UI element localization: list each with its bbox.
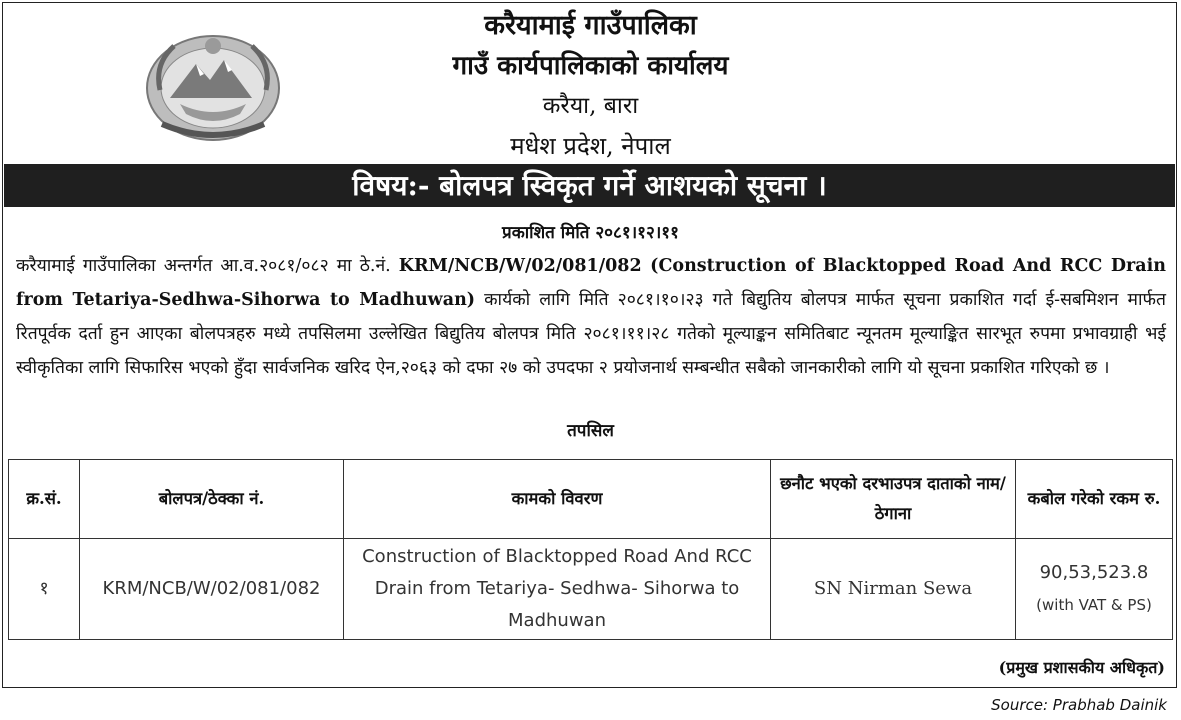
signatory: (प्रमुख प्रशासकीय अधिकृत) [998,658,1165,677]
award-table [8,459,1173,640]
header-bidder: छनौट भएको दरभाउपत्र दाताको नाम/ठेगाना [771,460,1016,539]
header-description: कामको विवरण [344,460,771,539]
office-header [0,6,1181,166]
cell-sn: १ [9,539,80,640]
subject-bar: विषय:- बोलपत्र स्विकृत गर्ने आशयको सूचना । [4,164,1175,207]
header-amount: कबोल गरेको रकम रु. [1016,460,1173,539]
source-credit: Source: Prabhab Dainik [991,696,1167,714]
notice-body [16,249,1166,385]
amount-value: 90,53,523.8 [1039,562,1149,583]
cell-contract-no: KRM/NCB/W/02/081/082 [80,539,344,640]
province-country: मधेश प्रदेश, नेपाल [510,132,671,160]
amount-note: (with VAT & PS) [1036,596,1152,614]
office-location: करैया, बारा [542,93,639,119]
cell-amount [1016,539,1173,640]
body-part-1: करैयामाई गाउँपालिका अन्तर्गत आ.व.२०८१/०८२ मा ठे.नं. [16,256,399,276]
header-sn: क्र.सं. [9,460,80,539]
cell-description: Construction of Blacktopped Road And RCC Drain from Tetariya- Sedhwa- Sihorwa to Madhuwan [344,539,771,640]
body-part-2: कार्यको लागि मिति २०८१।१०।२३ गते बिद्युतिय बोलपत्र मार्फत सूचना प्रकाशित गर्दा ई-सबमिशन मार्फत रितपूर्वक दर्ता हुन आएका बोलपत्रहरु मध्ये तपसिलमा उल्लेखित बिद्युतिय बोलपत्र मिति २०८१।११।२८ गतेको मूल्याङ्कन समितिबाट न्यूनतम मूल्याङ्कित सारभूत रुपमा प्रभावग्राही भई स्वीकृतिका लागि सिफारिस भएको हुँदा सार्वजनिक खरिद ऐन,२०६३ को दफा २७ को उपदफा २ प्रयोजनार्थ सम्बन्धीत सबैको जानकारीको लागि यो सूचना प्रकाशित गरिएको छ । [16,290,1167,378]
contract-reference: KRM/NCB/W/02/081/082 (Construction of Blacktopped Road And RCC Drain from Tetariya-Sedhwa-Sihorwa to Madhuwan) [16,256,1166,310]
header-contract-no: बोलपत्र/ठेक्का नं. [80,460,344,539]
cell-bidder: SN Nirman Sewa [771,539,1016,640]
publication-date: प्रकाशित मिति २०८१।१२।११ [502,223,679,243]
table-header-row [9,460,1173,539]
details-heading: तपसिल [567,421,614,441]
table-row [9,539,1173,640]
municipality-name: करैयामाई गाउँपालिका [484,10,697,41]
office-name: गाउँ कार्यपालिकाको कार्यालय [452,51,729,81]
